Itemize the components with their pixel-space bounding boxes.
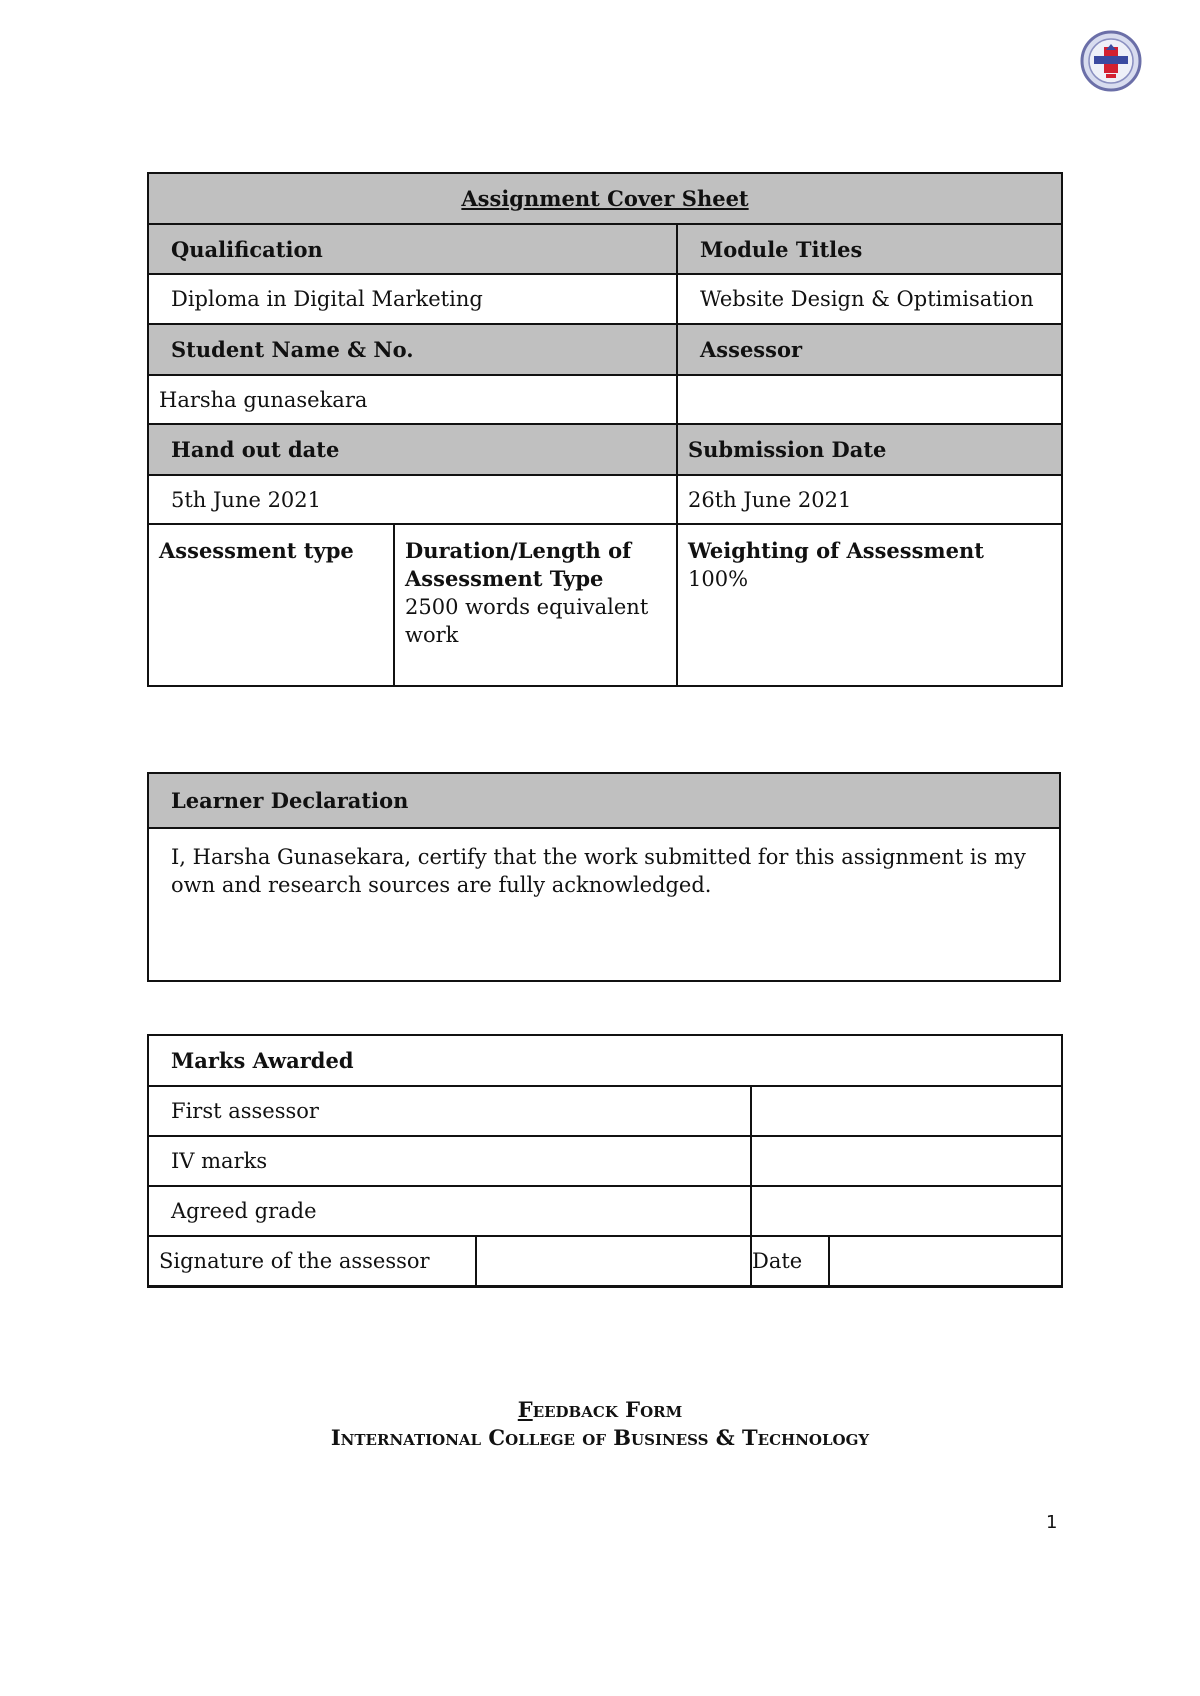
module-titles-label: Module Titles: [677, 224, 1062, 274]
page-number: 1: [1046, 1512, 1058, 1533]
learner-declaration-table: [147, 772, 1061, 982]
cover-sheet-title: Assignment Cover Sheet: [148, 173, 1062, 224]
learner-declaration-title: Learner Declaration: [148, 773, 1060, 828]
student-name-label: Student Name & No.: [148, 324, 677, 375]
iv-marks-value[interactable]: [751, 1136, 1062, 1186]
first-assessor-label: First assessor: [148, 1086, 751, 1136]
submission-date-label: Submission Date: [677, 424, 1062, 475]
duration-cell: [394, 524, 677, 686]
hand-out-date-label: Hand out date: [148, 424, 677, 475]
agreed-grade-value[interactable]: [751, 1186, 1062, 1236]
weighting-label: Weighting of Assessment: [688, 538, 984, 563]
college-seal-icon: [1080, 30, 1142, 92]
assignment-cover-sheet-table: [147, 172, 1063, 687]
agreed-grade-label: Agreed grade: [148, 1186, 751, 1236]
module-titles-value: Website Design & Optimisation: [677, 274, 1062, 324]
assessor-value: [677, 375, 1062, 424]
date-value[interactable]: [829, 1236, 1062, 1286]
marks-awarded-title: Marks Awarded: [148, 1035, 1062, 1086]
feedback-form-heading: Feedback Form: [517, 1397, 683, 1422]
assessment-type-label: Assessment type: [159, 538, 354, 563]
duration-value: 2500 words equivalent work: [405, 595, 649, 647]
hand-out-date-value: 5th June 2021: [148, 475, 677, 524]
iv-marks-label: IV marks: [148, 1136, 751, 1186]
marks-awarded-table: [147, 1034, 1063, 1288]
weighting-value: 100%: [688, 567, 749, 591]
college-name-heading: International College of Business & Technology: [330, 1425, 870, 1450]
assessor-signature-label: Signature of the assessor: [148, 1236, 476, 1286]
qualification-label: Qualification: [148, 224, 677, 274]
assessor-signature-value[interactable]: [476, 1236, 751, 1286]
assessment-type-cell: [148, 524, 394, 686]
duration-label: Duration/Length of Assessment Type: [405, 538, 632, 591]
first-assessor-value[interactable]: [751, 1086, 1062, 1136]
learner-declaration-text: I, Harsha Gunasekara, certify that the work submitted for this assignment is my own and research sources are fully acknowledged.: [148, 828, 1060, 981]
weighting-cell: [677, 524, 1062, 686]
student-name-value: Harsha gunasekara: [148, 375, 677, 424]
qualification-value: Diploma in Digital Marketing: [148, 274, 677, 324]
submission-date-value: 26th June 2021: [677, 475, 1062, 524]
assessor-label: Assessor: [677, 324, 1062, 375]
date-label: Date: [751, 1236, 829, 1286]
